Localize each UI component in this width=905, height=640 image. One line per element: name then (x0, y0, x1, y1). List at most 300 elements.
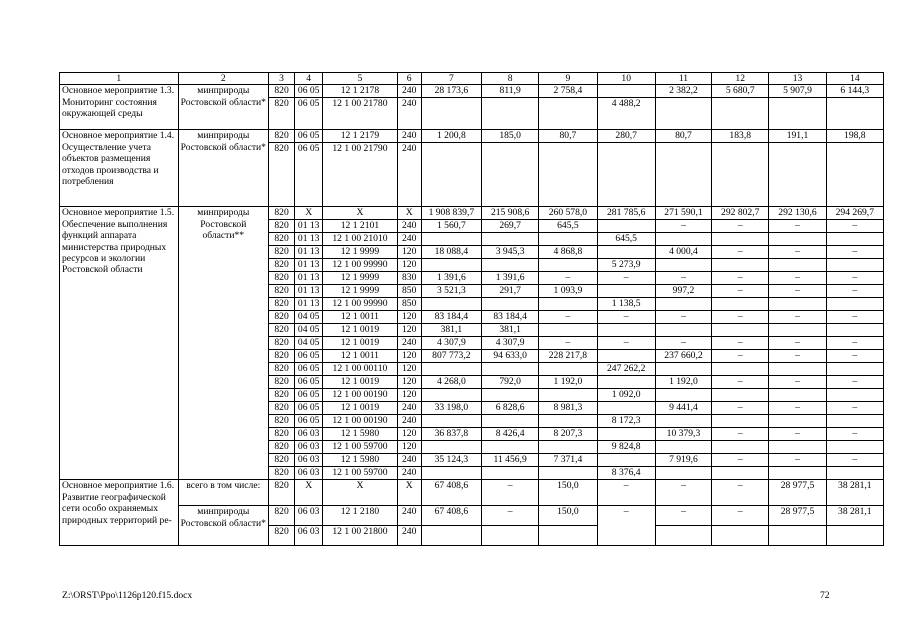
table-cell: 2 758,4 (539, 85, 597, 98)
table-cell: 240 (397, 98, 421, 130)
table-cell: 06 03 (295, 506, 323, 526)
table-cell (826, 98, 883, 130)
table-cell (769, 259, 826, 272)
table-cell (712, 441, 769, 454)
table-cell (482, 363, 539, 376)
table-row (60, 85, 884, 98)
file-path: Z:\ORST\Ppo\1126p120.f15.docx (62, 590, 193, 601)
table-cell: – (769, 285, 826, 298)
table-cell: 35 124,3 (421, 454, 481, 467)
table-cell: 271 590,1 (655, 207, 711, 220)
table-cell: 820 (269, 259, 295, 272)
table-cell: – (712, 480, 769, 506)
table-cell: – (712, 285, 769, 298)
table-cell: X (295, 207, 323, 220)
table-cell: 820 (269, 526, 295, 546)
table-cell: 06 03 (295, 467, 323, 480)
table-cell: 1 192,0 (655, 376, 711, 389)
table-cell: 4 307,9 (421, 337, 481, 350)
table-cell (421, 441, 481, 454)
table-cell: 240 (397, 467, 421, 480)
table-cell: 5 273,9 (597, 259, 655, 272)
table-cell: 183,8 (712, 130, 769, 143)
table-cell (482, 389, 539, 402)
table-cell: X (397, 480, 421, 506)
table-cell: 3 521,3 (421, 285, 481, 298)
column-number-cell: 6 (397, 73, 421, 85)
table-cell: 1 200,8 (421, 130, 481, 143)
table-cell (655, 324, 711, 337)
table-cell (421, 415, 481, 428)
table-cell: 11 456,9 (482, 454, 539, 467)
table-cell: Основное мероприятие 1.3. Мониторинг состояния окружающей среды (60, 85, 179, 130)
table-cell: – (769, 311, 826, 324)
table-cell: 12 1 0019 (323, 324, 397, 337)
table-cell: 12 1 00 99990 (323, 259, 397, 272)
table-cell (539, 467, 597, 480)
table-cell: – (539, 311, 597, 324)
table-cell: 820 (269, 272, 295, 285)
table-cell: – (597, 311, 655, 324)
table-cell: 12 1 5980 (323, 454, 397, 467)
table-cell (769, 526, 826, 546)
table-cell: 06 05 (295, 350, 323, 363)
table-cell: 820 (269, 506, 295, 526)
table-cell (539, 389, 597, 402)
table-cell: 6 828,6 (482, 402, 539, 415)
table-cell: 12 1 00 00190 (323, 415, 397, 428)
table-cell: – (712, 350, 769, 363)
table-cell: 820 (269, 233, 295, 246)
table-cell (769, 98, 826, 130)
table-cell: – (769, 376, 826, 389)
table-cell: 8 207,3 (539, 428, 597, 441)
table-cell: 12 1 2178 (323, 85, 397, 98)
table-cell: 1 391,6 (482, 272, 539, 285)
table-cell: 215 908,6 (482, 207, 539, 220)
table-cell: 12 1 0011 (323, 350, 397, 363)
table-row (60, 506, 884, 526)
table-cell: X (397, 207, 421, 220)
table-cell: – (712, 220, 769, 233)
table-cell (826, 143, 883, 207)
table-cell: 240 (397, 85, 421, 98)
table-cell (655, 298, 711, 311)
table-cell: 06 05 (295, 130, 323, 143)
table-cell: 820 (269, 350, 295, 363)
table-cell (482, 259, 539, 272)
table-cell (826, 298, 883, 311)
table-cell: – (826, 272, 883, 285)
table-cell: – (769, 337, 826, 350)
table-cell (421, 389, 481, 402)
column-number-cell: 5 (323, 73, 397, 85)
table-cell: 28 173,6 (421, 85, 481, 98)
table-cell (826, 526, 883, 546)
table-cell: минприроды Ростовской области** (178, 207, 268, 480)
table-row (60, 207, 884, 220)
table-cell: 120 (397, 350, 421, 363)
table-cell: 5 907,9 (769, 85, 826, 98)
table-cell (769, 233, 826, 246)
table-cell: 7 371,4 (539, 454, 597, 467)
table-cell: 06 05 (295, 143, 323, 207)
table-cell: 4 868,8 (539, 246, 597, 259)
column-number-cell: 8 (482, 73, 539, 85)
table-cell: 240 (397, 402, 421, 415)
table-cell: 4 488,2 (597, 98, 655, 130)
table-cell: – (769, 350, 826, 363)
table-cell (655, 415, 711, 428)
table-cell: 1 092,0 (597, 389, 655, 402)
table-cell (712, 526, 769, 546)
table-cell (655, 389, 711, 402)
table-cell: – (826, 350, 883, 363)
column-number-cell: 2 (178, 73, 268, 85)
table-cell (421, 363, 481, 376)
table-cell: 94 633,0 (482, 350, 539, 363)
table-cell (826, 259, 883, 272)
table-cell (655, 467, 711, 480)
table-cell: 820 (269, 98, 295, 130)
table-cell: – (655, 220, 711, 233)
table-cell (712, 415, 769, 428)
table-cell: 01 13 (295, 272, 323, 285)
table-cell: 820 (269, 480, 295, 506)
table-cell (482, 441, 539, 454)
table-cell: 38 281,1 (826, 480, 883, 506)
table-cell (712, 467, 769, 480)
table-cell: 06 05 (295, 415, 323, 428)
table-cell (712, 324, 769, 337)
table-cell: 1 391,6 (421, 272, 481, 285)
table-cell: 120 (397, 428, 421, 441)
table-cell: 28 977,5 (769, 480, 826, 506)
table-cell: – (597, 272, 655, 285)
table-cell: – (712, 506, 769, 526)
table-cell: 12 1 9999 (323, 272, 397, 285)
table-cell (655, 363, 711, 376)
table-cell: 381,1 (482, 324, 539, 337)
table-cell (539, 233, 597, 246)
table-cell: 67 408,6 (421, 506, 481, 526)
table-cell: 120 (397, 389, 421, 402)
table-cell: – (712, 337, 769, 350)
table-cell: 38 281,1 (826, 506, 883, 526)
table-cell (482, 415, 539, 428)
table-cell (712, 259, 769, 272)
table-cell: X (323, 207, 397, 220)
table-cell (826, 467, 883, 480)
table-cell: 820 (269, 376, 295, 389)
table-cell: 12 1 00 59700 (323, 441, 397, 454)
table-cell (421, 143, 481, 207)
table-cell: 12 1 2101 (323, 220, 397, 233)
table-cell: 5 680,7 (712, 85, 769, 98)
table-cell (482, 526, 539, 546)
table-cell: 8 981,3 (539, 402, 597, 415)
table-cell: 120 (397, 311, 421, 324)
table-cell: 12 1 00 99990 (323, 298, 397, 311)
table-cell: X (323, 480, 397, 506)
table-cell: 237 660,2 (655, 350, 711, 363)
table-cell: – (769, 246, 826, 259)
table-cell (597, 324, 655, 337)
table-cell: 185,0 (482, 130, 539, 143)
table-cell (597, 285, 655, 298)
table-cell: – (712, 376, 769, 389)
table-cell: 240 (397, 526, 421, 546)
table-cell (712, 233, 769, 246)
table-cell (769, 441, 826, 454)
table-cell: минприроды Ростовской области* (178, 130, 268, 207)
column-number-cell: 7 (421, 73, 481, 85)
table-cell: 8 426,4 (482, 428, 539, 441)
table-cell (769, 389, 826, 402)
table-cell: 811,9 (482, 85, 539, 98)
table-cell: 04 05 (295, 324, 323, 337)
table-cell: 12 1 2180 (323, 506, 397, 526)
table-cell: минприроды Ростовской области* (178, 85, 268, 130)
table-cell: 12 1 00 21780 (323, 98, 397, 130)
table-cell (597, 246, 655, 259)
table-cell: 240 (397, 233, 421, 246)
table-cell: 12 1 00 21790 (323, 143, 397, 207)
table-cell: 645,5 (539, 220, 597, 233)
table-cell: 12 1 0019 (323, 337, 397, 350)
table-cell: – (712, 311, 769, 324)
table-cell: 28 977,5 (769, 506, 826, 526)
table-cell (421, 259, 481, 272)
table-cell: – (655, 506, 711, 526)
page-number: 72 (820, 590, 830, 601)
table-cell: 850 (397, 285, 421, 298)
table-cell (482, 143, 539, 207)
table-cell: 12 1 0019 (323, 402, 397, 415)
table-cell: – (539, 272, 597, 285)
table-cell: 820 (269, 85, 295, 98)
table-cell: – (826, 428, 883, 441)
table-cell: 1 560,7 (421, 220, 481, 233)
table-cell: 792,0 (482, 376, 539, 389)
table-cell: – (826, 246, 883, 259)
table-cell (597, 402, 655, 415)
table-cell: 191,1 (769, 130, 826, 143)
table-cell: 12 1 00 21010 (323, 233, 397, 246)
table-cell (482, 298, 539, 311)
table-cell: – (712, 272, 769, 285)
table-cell (769, 467, 826, 480)
table-cell: 8 376,4 (597, 467, 655, 480)
table-cell: 820 (269, 454, 295, 467)
column-number-cell: 10 (597, 73, 655, 85)
table-cell: 120 (397, 441, 421, 454)
table-cell: 06 05 (295, 85, 323, 98)
table-cell: 12 1 00 59700 (323, 467, 397, 480)
table-cell: 645,5 (597, 233, 655, 246)
table-cell: 80,7 (655, 130, 711, 143)
table-cell: 820 (269, 298, 295, 311)
table-cell: – (826, 311, 883, 324)
table-cell (769, 324, 826, 337)
table-cell: 01 13 (295, 298, 323, 311)
table-cell: – (826, 376, 883, 389)
table-cell (539, 298, 597, 311)
table-cell: X (295, 480, 323, 506)
table-cell: 820 (269, 415, 295, 428)
table-cell: 820 (269, 363, 295, 376)
column-number-cell: 3 (269, 73, 295, 85)
column-number-cell: 11 (655, 73, 711, 85)
table-cell (826, 389, 883, 402)
table-cell (712, 98, 769, 130)
table-cell: 12 1 0011 (323, 311, 397, 324)
table-cell: 820 (269, 467, 295, 480)
table-cell: – (769, 454, 826, 467)
table-cell: – (655, 272, 711, 285)
table-cell: 01 13 (295, 233, 323, 246)
table-cell: 12 1 2179 (323, 130, 397, 143)
column-number-cell: 4 (295, 73, 323, 85)
table-cell (769, 363, 826, 376)
table-cell: Основное мероприятие 1.4. Осуществление учета объектов размещения отходов производства и потребления (60, 130, 179, 207)
table-cell: 820 (269, 246, 295, 259)
table-cell: 06 05 (295, 402, 323, 415)
table-cell: 120 (397, 324, 421, 337)
table-cell: 269,7 (482, 220, 539, 233)
table-cell: – (597, 480, 655, 506)
table-cell: 1 192,0 (539, 376, 597, 389)
table-cell: 12 1 9999 (323, 246, 397, 259)
table-cell (826, 415, 883, 428)
column-number-cell: 1 (60, 73, 179, 85)
table-cell: 820 (269, 285, 295, 298)
table-cell: – (712, 402, 769, 415)
table-cell: 820 (269, 130, 295, 143)
table-cell: 240 (397, 415, 421, 428)
table-cell: – (826, 454, 883, 467)
table-cell: 228 217,8 (539, 350, 597, 363)
table-cell: 12 1 5980 (323, 428, 397, 441)
table-cell: – (597, 506, 655, 546)
table-cell: 1 908 839,7 (421, 207, 481, 220)
table-cell: Основное мероприятие 1.5. Обеспечение выполнения функций аппарата министерства природных ресурсов и экологии Ростовской области (60, 207, 179, 480)
table-cell (597, 454, 655, 467)
table-cell: 240 (397, 337, 421, 350)
table-cell: 4 307,9 (482, 337, 539, 350)
table-cell (597, 85, 655, 98)
table-cell: 240 (397, 506, 421, 526)
table-cell: 6 144,3 (826, 85, 883, 98)
table-cell: 06 03 (295, 526, 323, 546)
table-cell: Основное мероприятие 1.6. Развитие географической сети особо охраняемых природных территорий ре- (60, 480, 179, 546)
table-cell (655, 143, 711, 207)
table-cell: 06 05 (295, 98, 323, 130)
table-cell (712, 363, 769, 376)
table-cell: 830 (397, 272, 421, 285)
table-cell (539, 526, 597, 546)
table-cell: 120 (397, 246, 421, 259)
table-cell: 9 441,4 (655, 402, 711, 415)
table-cell (539, 363, 597, 376)
table-cell: 850 (397, 298, 421, 311)
table-cell: 01 13 (295, 259, 323, 272)
table-cell: 12 1 9999 (323, 285, 397, 298)
table-cell (826, 233, 883, 246)
table-cell (539, 98, 597, 130)
table-cell: 820 (269, 324, 295, 337)
table-cell: – (655, 311, 711, 324)
table-cell: 820 (269, 402, 295, 415)
column-number-cell: 13 (769, 73, 826, 85)
table-cell: – (826, 220, 883, 233)
table-cell: 294 269,7 (826, 207, 883, 220)
table-cell: 997,2 (655, 285, 711, 298)
table-cell: 12 1 00 21800 (323, 526, 397, 546)
table-cell: 150,0 (539, 506, 597, 526)
table-cell (597, 428, 655, 441)
table-cell (655, 233, 711, 246)
table-cell: – (826, 285, 883, 298)
table-cell: – (769, 272, 826, 285)
table-cell: 06 03 (295, 454, 323, 467)
table-cell (597, 143, 655, 207)
table-cell (597, 220, 655, 233)
table-cell: 820 (269, 441, 295, 454)
table-cell: – (655, 480, 711, 506)
table-cell: 4 000,4 (655, 246, 711, 259)
table-cell: 33 198,0 (421, 402, 481, 415)
table-cell: – (769, 428, 826, 441)
table-cell: 807 773,2 (421, 350, 481, 363)
table-cell (482, 233, 539, 246)
table-cell: 240 (397, 220, 421, 233)
table-cell: 1 138,5 (597, 298, 655, 311)
table-cell: 04 05 (295, 311, 323, 324)
table-cell: 820 (269, 337, 295, 350)
table-cell (482, 467, 539, 480)
table-cell: 820 (269, 143, 295, 207)
table-cell (421, 526, 481, 546)
column-number-cell: 9 (539, 73, 597, 85)
budget-table (59, 72, 884, 546)
table-cell: 247 262,2 (597, 363, 655, 376)
table-cell (539, 143, 597, 207)
table-cell: 381,1 (421, 324, 481, 337)
table-cell: 281 785,6 (597, 207, 655, 220)
table-cell: – (655, 337, 711, 350)
table-cell: – (769, 402, 826, 415)
table-cell: 820 (269, 220, 295, 233)
table-cell: 06 05 (295, 363, 323, 376)
table-cell (655, 259, 711, 272)
table-cell: 820 (269, 389, 295, 402)
column-number-cell: 14 (826, 73, 883, 85)
table-cell: 12 1 00 00190 (323, 389, 397, 402)
table-cell: 18 088,4 (421, 246, 481, 259)
table-cell (655, 441, 711, 454)
table-cell (597, 376, 655, 389)
table-cell: 3 945,3 (482, 246, 539, 259)
table-cell (826, 441, 883, 454)
table-cell (712, 298, 769, 311)
table-cell: 240 (397, 143, 421, 207)
table-cell (421, 298, 481, 311)
table-cell: 9 824,8 (597, 441, 655, 454)
table-cell (597, 350, 655, 363)
table-cell: 12 1 0019 (323, 376, 397, 389)
table-cell: 83 184,4 (421, 311, 481, 324)
